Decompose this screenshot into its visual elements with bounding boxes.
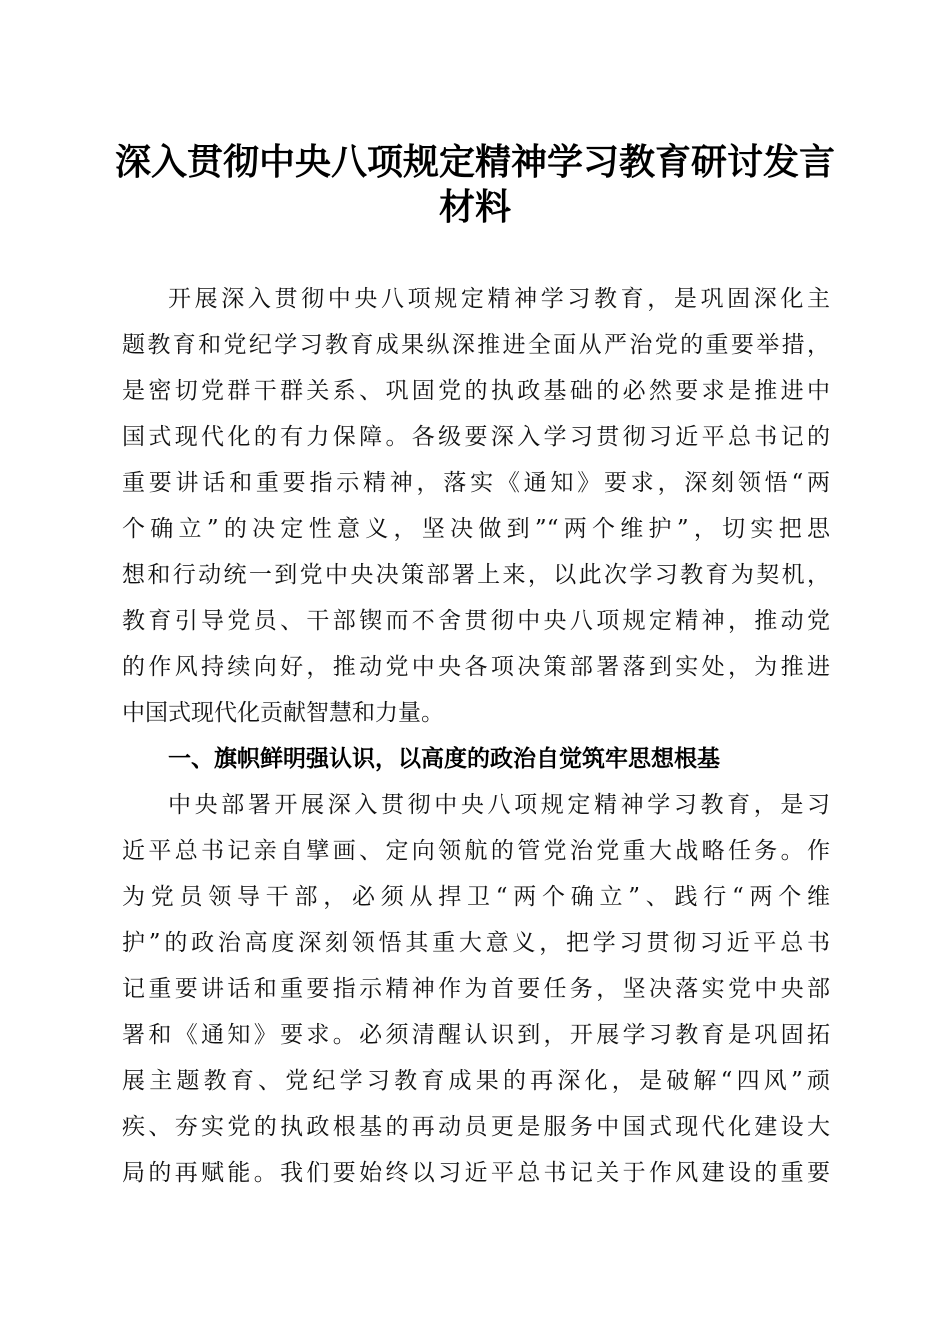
paragraph-line: 教育引导党员、干部锲而不舍贯彻中央八项规定精神，推动党	[122, 608, 830, 634]
section-1-heading: 一、旗帜鲜明强认识，以高度的政治自觉筑牢思想根基	[168, 746, 720, 772]
paragraph-line: 国式现代化的有力保障。各级要深入学习贯彻习近平总书记的	[122, 424, 830, 450]
paragraph-line: 疾、夯实党的执政根基的再动员更是服务中国式现代化建设大	[122, 1114, 830, 1140]
paragraph-line: 想和行动统一到党中央决策部署上来，以此次学习教育为契机，	[122, 562, 830, 588]
paragraph-line: 是密切党群干群关系、巩固党的执政基础的必然要求是推进中	[122, 378, 830, 404]
paragraph-line: 重要讲话和重要指示精神，落实《通知》要求，深刻领悟“两	[122, 470, 830, 496]
paragraph-line: 的作风持续向好，推动党中央各项决策部署落到实处，为推进	[122, 654, 830, 680]
paragraph-line: 个确立”的决定性意义，坚决做到”“两个维护”，切实把思	[122, 516, 830, 542]
paragraph-line: 展主题教育、党纪学习教育成果的再深化，是破解“四风”顽	[122, 1068, 830, 1094]
paragraph-line: 署和《通知》要求。必须清醒认识到，开展学习教育是巩固拓	[122, 1022, 830, 1048]
paragraph-line: 记重要讲话和重要指示精神作为首要任务，坚决落实党中央部	[122, 976, 830, 1002]
paragraph-line: 中国式现代化贡献智慧和力量。	[122, 700, 444, 726]
paragraph-line: 为党员领导干部，必须从捍卫“两个确立”、践行“两个维	[122, 884, 830, 910]
paragraph-line: 局的再赋能。我们要始终以习近平总书记关于作风建设的重要	[122, 1160, 830, 1186]
paragraph-line: 护”的政治高度深刻领悟其重大意义，把学习贯彻习近平总书	[122, 930, 830, 956]
paragraph-line: 中央部署开展深入贯彻中央八项规定精神学习教育，是习	[168, 792, 830, 818]
paragraph-line: 近平总书记亲自擘画、定向领航的管党治党重大战略任务。作	[122, 838, 830, 864]
paragraph-line: 开展深入贯彻中央八项规定精神学习教育，是巩固深化主	[168, 286, 830, 312]
paragraph-line: 题教育和党纪学习教育成果纵深推进全面从严治党的重要举措，	[122, 332, 830, 358]
document-title-line-2: 材料	[438, 186, 511, 228]
document-title-line-1: 深入贯彻中央八项规定精神学习教育研讨发言	[114, 141, 835, 183]
